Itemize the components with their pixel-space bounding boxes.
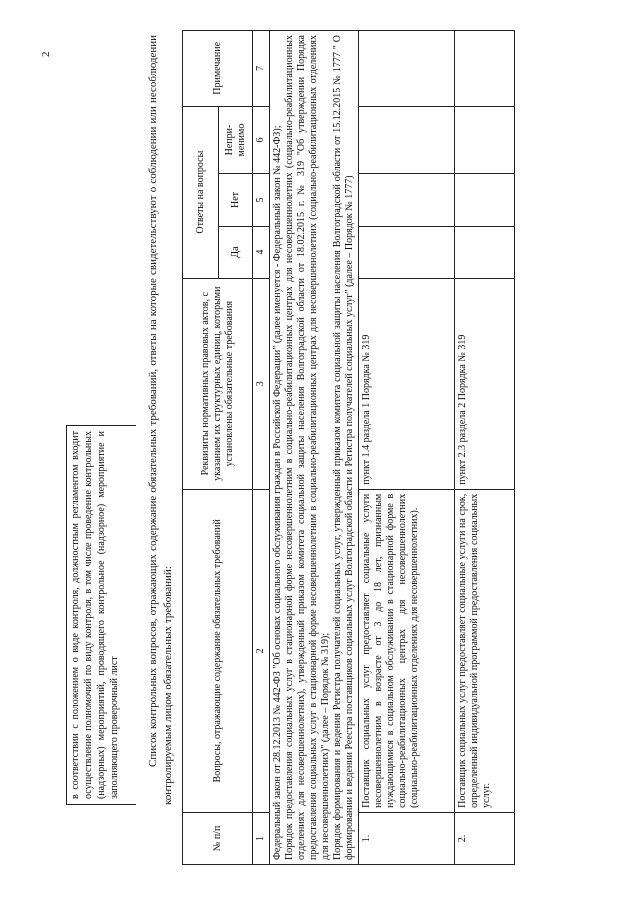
row-question: Поставщик социальных услуг предоставляет социальные услуги на срок, определенный индивидуальной программой предоставления социальных услуг. [455, 489, 515, 812]
answer-no-cell[interactable] [359, 174, 455, 226]
law-item: Порядок предоставления социальных услуг в стационарной форме несовершеннолетним в социально-реабилитационных центрах для несовершеннолетних (социально-реабилитационных отделениях для несовершеннолетних), утвержденный приказом комитета социальной защиты населения Волгоградской области от 18.02.2015 г. № 319 "Об утверждении Порядка предоставления социальных услуг в стационарной форме несовершеннолетним в социально-реабилитационных центрах для несовершеннолетних (социально-реабилитационных отделениях для несовершеннолетних)" (далее – Порядок № 319); [284, 35, 331, 860]
column-number-row [253, 31, 270, 865]
inspector-info-cell: в соответствии с положением о виде контроля, должностным регламентом входит осуществление полномочий по виду контроля, в том числе проведение контрольных (надзорных) мероприятий, проводящего контрольное (надзорное) мероприятие и заполняющего проверочный лист [66, 425, 136, 805]
laws-row [270, 31, 359, 865]
column-number: 4 [253, 226, 270, 278]
row-number: 1. [359, 812, 455, 864]
header-note: Примечание [183, 31, 253, 107]
table-row [359, 31, 455, 865]
column-number: 6 [253, 106, 270, 174]
checklist-table [182, 30, 515, 865]
note-cell[interactable] [359, 31, 455, 107]
header-row [183, 31, 219, 865]
header-answers: Ответы на вопросы [183, 106, 219, 278]
row-question: Поставщик социальных услуг предоставляет социальные услуги несовершеннолетним в возрасте от 3 до 18 лет, признанным нуждающимися в социальном обслуживании в стационарной форме в социально-реабилитационных центрах для несовершеннолетних (социально-реабилитационных отделениях для несовершеннолетних). [359, 489, 455, 812]
column-number: 3 [253, 278, 270, 489]
header-no: Нет [219, 174, 253, 226]
legal-basis-cell [270, 31, 359, 865]
page-number: 2 [40, 51, 52, 57]
intro-text: Список контрольных вопросов, отражающих содержание обязательных требований, ответы на которые свидетельствуют о соблюдении или несоблюдении контролируемым лицом обязательных требований: [147, 35, 174, 805]
law-item: Федеральный закон от 28.12.2013 № 442-ФЗ "Об основах социального обслуживания граждан в Российской Федерации" (далее именуется - Федеральный закон № 442-ФЗ); [272, 125, 283, 860]
note-cell[interactable] [455, 31, 515, 107]
row-requisites: пункт 1.4 раздела 1 Порядка № 319 [359, 278, 455, 489]
header-na: Непри-менимо [219, 106, 253, 174]
column-number: 2 [253, 489, 270, 812]
header-requisites: Реквизиты нормативных правовых актов, с указанием их структурных единиц, которыми установлены обязательные требования [183, 278, 253, 489]
answer-yes-cell[interactable] [455, 226, 515, 278]
law-item: Порядок формирования и ведения Регистра получателей социальных услуг, утвержденный приказом комитета социальной защиты населения Волгоградской области от 15.12.2015 № 1777 " О формировании и ведении Реестра поставщиков социальных услуг Волгоградской области и Регистра получателей социальных услуг" (далее – Порядок № 1777) [332, 35, 355, 860]
header-question: Вопросы, отражающие содержание обязательных требований [183, 489, 253, 812]
answer-yes-cell[interactable] [359, 226, 455, 278]
row-number: 2. [455, 812, 515, 864]
intro-paragraph [146, 35, 176, 805]
column-number: 5 [253, 174, 270, 226]
answer-na-cell[interactable] [455, 106, 515, 174]
table-row [455, 31, 515, 865]
column-number: 7 [253, 31, 270, 107]
answer-na-cell[interactable] [359, 106, 455, 174]
column-number: 1 [253, 812, 270, 864]
row-requisites: пункт 2.3 раздела 2 Порядка № 319 [455, 278, 515, 489]
header-num: № п/п [183, 812, 253, 864]
answer-no-cell[interactable] [455, 174, 515, 226]
header-yes: Да [219, 226, 253, 278]
